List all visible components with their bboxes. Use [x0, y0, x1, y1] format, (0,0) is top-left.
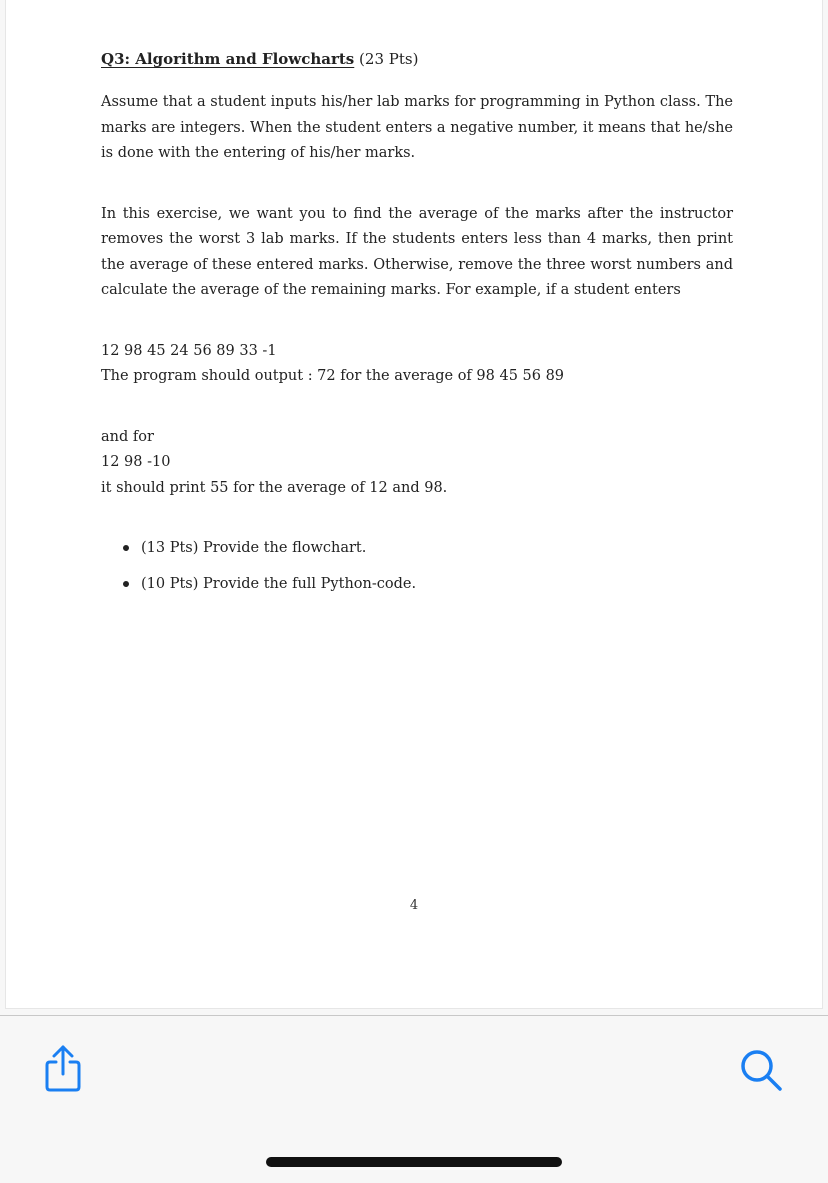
example2-input: 12 98 -10 [101, 454, 171, 470]
page-content [101, 46, 733, 607]
page-number: 4 [409, 898, 419, 913]
share-button[interactable] [39, 1044, 87, 1092]
question-title: Q3: Algorithm and Flowcharts [101, 50, 355, 68]
task-label: (10 Pts) Provide the full Python-code. [141, 575, 417, 592]
spacer [101, 304, 733, 339]
exercise-paragraph: In this exercise, we want you to find the average of the marks after the instructor removes the worst 3 lab marks. If the students enters less than 4 marks, then print the average of these entered marks. Otherwise, remove the three worst numbers and calculate the average of the remaining marks. For example, if a student enters [101, 205, 733, 298]
spacer [101, 390, 733, 425]
document-page[interactable] [6, 0, 822, 1008]
share-icon [43, 1044, 83, 1092]
bullet-icon [123, 545, 129, 551]
example1-input: 12 98 45 24 56 89 33 -1 [101, 342, 277, 359]
task-item-flowchart [123, 536, 733, 562]
spacer [101, 167, 733, 202]
bullet-icon [123, 581, 129, 587]
example2-intro: and for [101, 428, 154, 445]
home-indicator[interactable] [266, 1157, 562, 1167]
bottom-toolbar [0, 1015, 828, 1183]
question-heading [101, 46, 733, 72]
intro-paragraph: Assume that a student inputs his/her lab marks for programming in Python class. The marks are integers. When the student enters a negative number, it means that he/she is done with the entering of his/her marks. [101, 94, 733, 161]
task-label: (13 Pts) Provide the flowchart. [141, 540, 367, 556]
search-button[interactable] [737, 1046, 785, 1094]
example2-output: it should print 55 for the average of 12 and 98. [101, 479, 448, 496]
task-item-python-code [123, 572, 733, 598]
spacer [101, 501, 733, 536]
task-list [101, 536, 733, 597]
example1-output: The program should output : 72 for the average of 98 45 56 89 [101, 368, 565, 384]
search-icon [738, 1047, 784, 1093]
question-points: (23 Pts) [359, 50, 419, 68]
